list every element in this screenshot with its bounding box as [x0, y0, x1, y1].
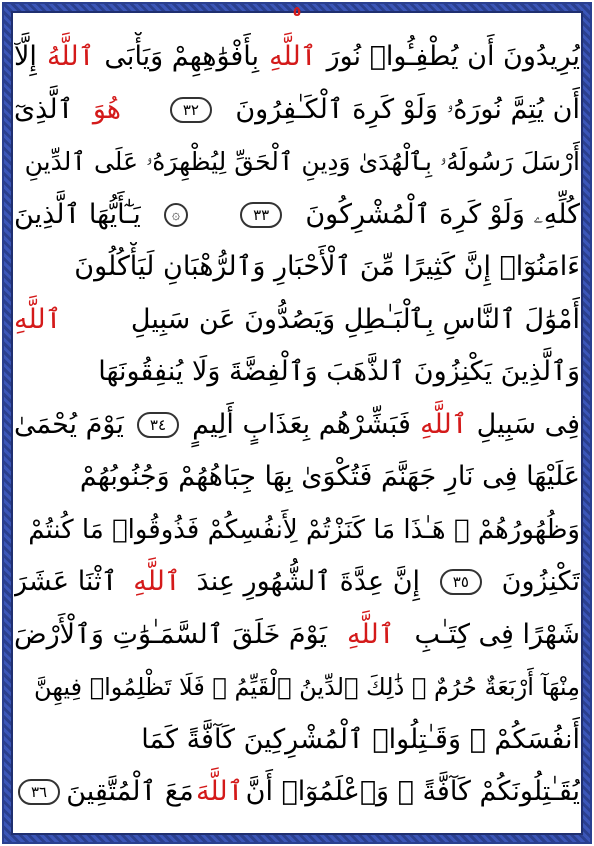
- verse-text: أَن يُتِمَّ نُورَهُۥ وَلَوْ كَرِهَ ٱلْكَـٰفِرُونَ: [235, 94, 580, 125]
- divine-name: ٱللَّهَ: [195, 776, 244, 807]
- divine-name: ٱللَّهِ: [269, 41, 317, 72]
- text-line: [14, 610, 580, 660]
- text-line: [14, 190, 580, 240]
- verse-text: وَٱلَّذِينَ يَكْنِزُونَ ٱلذَّهَبَ وَٱلْفِضَّةَ وَلَا يُنفِقُونَهَا: [98, 356, 580, 387]
- divine-name: هُوَ: [92, 94, 122, 125]
- verse-text: يُقَـٰتِلُونَكُمْ كَآفَّةً ۚ وَٱعْلَمُوٓا۟ أَنَّ: [245, 776, 580, 807]
- verse-text: أَرْسَلَ رَسُولَهُۥ بِٱلْهُدَىٰ وَدِينِ ٱلْحَقِّ لِيُظْهِرَهُۥ عَلَى ٱلدِّينِ: [24, 147, 580, 176]
- ayah-number-marker: ٣٦: [18, 779, 60, 805]
- verse-text: إِنَّ عِدَّةَ ٱلشُّهُورِ عِندَ: [196, 566, 421, 597]
- verse-text: أَمْوَٰلَ ٱلنَّاسِ بِٱلْبَـٰطِلِ وَيَصُدُّونَ عَن سَبِيلِ: [130, 304, 580, 335]
- ayah-number-marker: ٣٥: [440, 569, 482, 595]
- text-line: [14, 505, 580, 555]
- verse-text: شَهْرًا فِى كِتَـٰبِ: [414, 619, 580, 650]
- verse-text: عَلَيْهَا فِى نَارِ جَهَنَّمَ فَتُكْوَىٰ بِهَا جِبَاهُهُمْ وَجُنُوبُهُمْ: [79, 461, 580, 492]
- text-line: [14, 400, 580, 450]
- text-line: [14, 662, 580, 712]
- verse-text: فَبَشِّرْهُم بِعَذَابٍ أَلِيمٍ: [192, 409, 411, 440]
- text-line: [14, 452, 580, 502]
- text-line: [14, 295, 580, 345]
- verse-text: مِنْهَآ أَرْبَعَةٌ حُرُمٌ ۚ ذَٰلِكَ ٱلدِّينُ ٱلْقَيِّمُ ۚ فَلَا تَظْلِمُوا۟ فِيهِنَّ: [34, 673, 580, 701]
- page-number: ٥: [292, 4, 302, 20]
- verse-text: يَـٰٓأَيُّهَا ٱلَّذِينَ: [14, 199, 141, 230]
- ayah-number-marker: ٣٤: [137, 412, 179, 438]
- verse-text: بِأَفْوَٰهِهِمْ وَيَأْبَى: [104, 41, 260, 72]
- verse-text: فِى سَبِيلِ: [476, 409, 580, 440]
- verse-text: يَوْمَ خَلَقَ ٱلسَّمَـٰوَٰتِ وَٱلْأَرْضَ: [14, 619, 328, 650]
- hizb-marker-icon: ۞: [164, 203, 188, 227]
- text-line: [14, 242, 580, 292]
- verse-text: يُرِيدُونَ أَن يُطْفِـُٔوا۟ نُورَ: [326, 41, 580, 72]
- verse-text: مَعَ ٱلْمُتَّقِينَ: [66, 776, 194, 807]
- verse-text: أَنفُسَكُمْ ۚ وَقَـٰتِلُوا۟ ٱلْمُشْرِكِينَ كَآفَّةً كَمَا: [141, 724, 580, 755]
- divine-name: ٱللَّهِ: [133, 566, 181, 597]
- text-line: [14, 85, 580, 135]
- divine-name: ٱللَّهِ: [420, 409, 468, 440]
- verse-text: تَكْنِزُونَ: [501, 566, 580, 597]
- text-line: [14, 767, 580, 817]
- ayah-number-marker: ٣٣: [240, 202, 282, 228]
- text-line: [14, 347, 580, 397]
- verse-text: ٱثْنَا عَشَرَ: [14, 566, 118, 597]
- divine-name: ٱللَّهُ: [46, 41, 95, 72]
- verse-text: إِلَّآ: [14, 41, 37, 72]
- verse-text: يَوْمَ يُحْمَىٰ: [14, 409, 124, 440]
- divine-name: ٱللَّهِ: [14, 304, 62, 335]
- text-line: [14, 715, 580, 765]
- divine-name: ٱللَّهِ: [347, 619, 395, 650]
- verse-text: ٱلَّذِىٓ: [14, 94, 74, 125]
- verse-text: وَظُهُورُهُمْ ۖ هَـٰذَا مَا كَنَزْتُمْ لِأَنفُسِكُمْ فَذُوقُوا۟ مَا كُنتُمْ: [28, 515, 580, 545]
- text-line: [14, 32, 580, 82]
- text-line: [14, 557, 580, 607]
- ayah-number-marker: ٣٢: [170, 97, 212, 123]
- verse-text: ءَامَنُوٓا۟ إِنَّ كَثِيرًا مِّنَ ٱلْأَحْبَارِ وَٱلرُّهْبَانِ لَيَأْكُلُونَ: [74, 251, 580, 282]
- verse-text: كُلِّهِۦ وَلَوْ كَرِهَ ٱلْمُشْرِكُونَ: [305, 199, 580, 230]
- text-line: [14, 137, 580, 187]
